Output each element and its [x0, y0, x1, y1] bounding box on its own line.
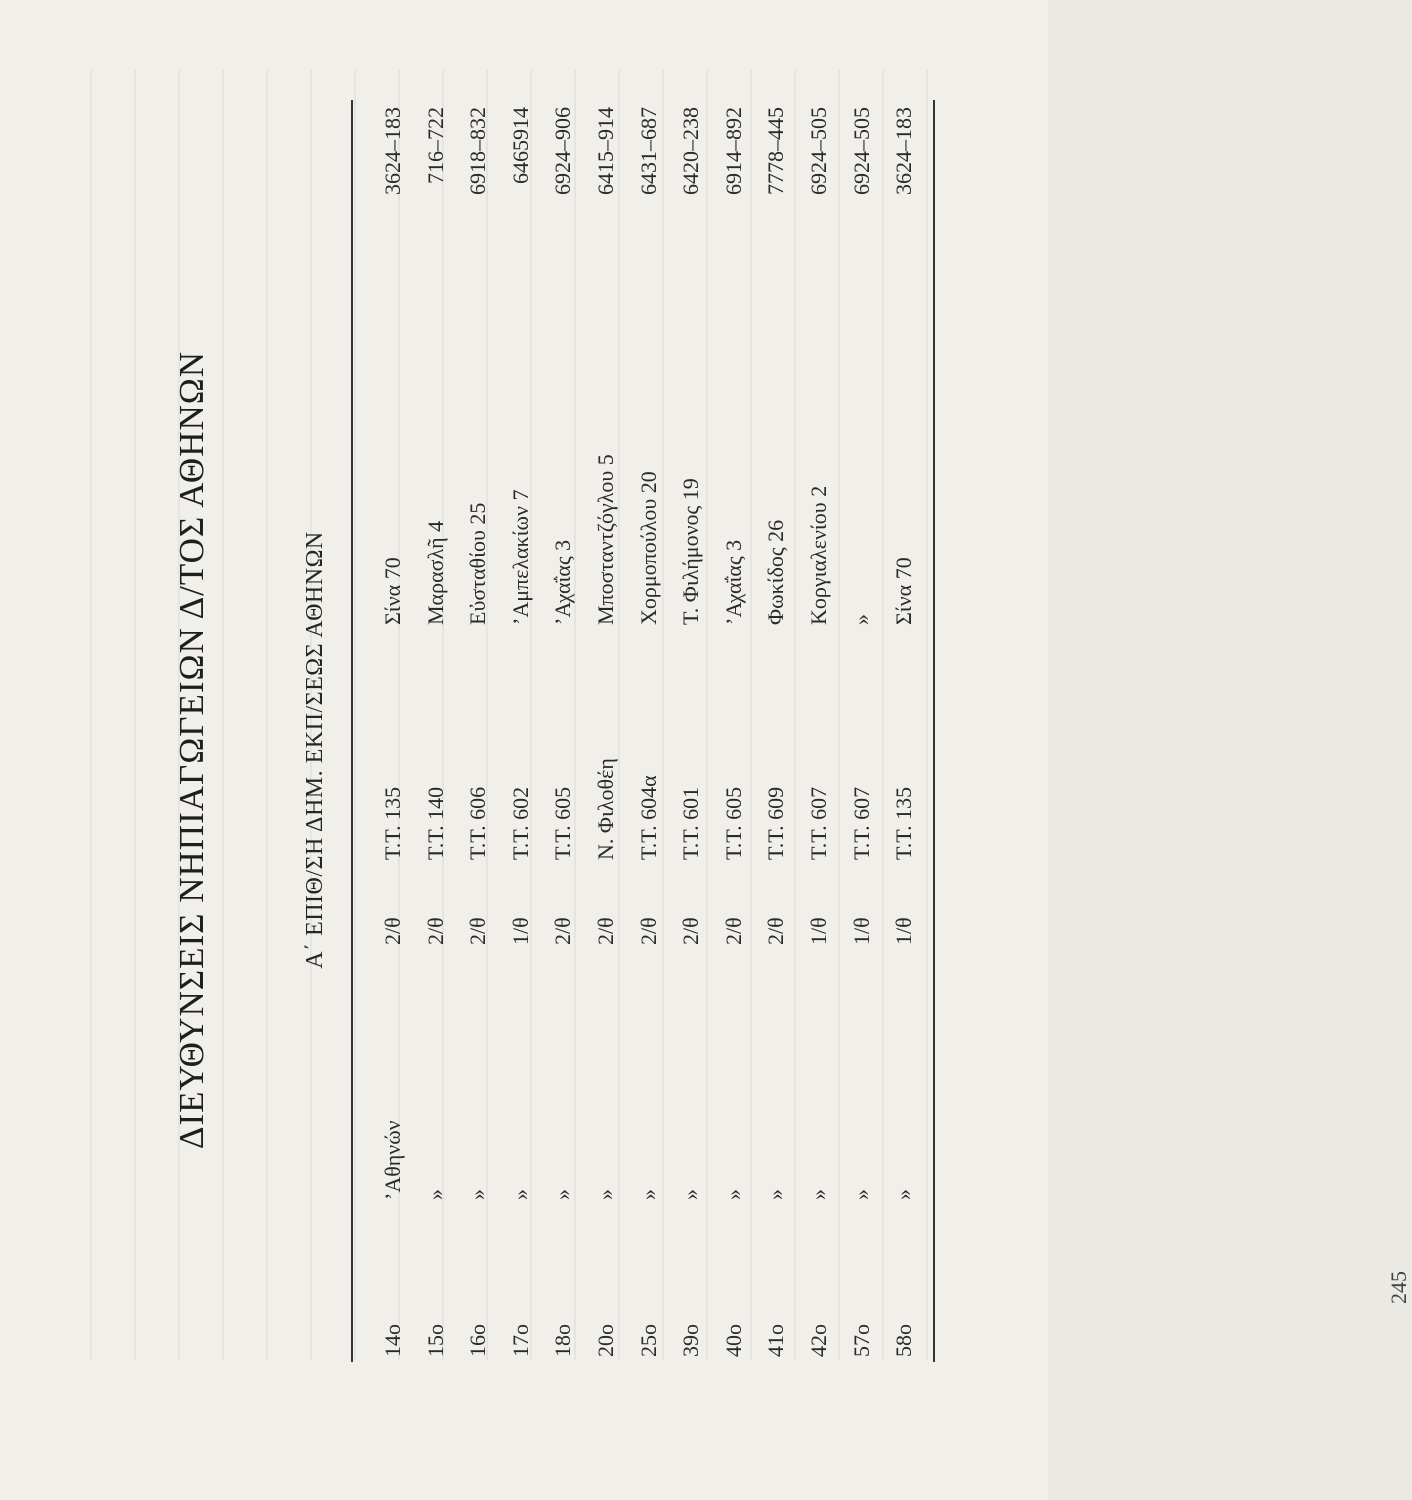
phone-number: 6924–906 [550, 107, 576, 195]
block-code: Τ.Τ. 135 [891, 786, 917, 860]
block-code: Τ.Τ. 605 [720, 786, 746, 860]
class-count: 1/θ [806, 917, 831, 945]
street-address: ’Αχαΐας 3 [720, 539, 746, 625]
table-row [593, 0, 633, 1500]
page-subtitle: Α΄ ΕΠΙΘ/ΣΗ ΔΗΜ. ΕΚΠ/ΣΕΩΣ ΑΘΗΝΩΝ [302, 531, 328, 969]
street-address: Εὐσταθίου 25 [465, 502, 491, 625]
street-address: Φωκίδος 26 [763, 519, 789, 625]
table-row [806, 0, 846, 1500]
class-count: 1/θ [848, 917, 874, 945]
area-name: » [763, 1189, 789, 1200]
phone-number: 7778–445 [763, 107, 789, 195]
class-count: 2/θ [763, 917, 789, 945]
street-address: Μποσταντζόγλου 5 [593, 454, 618, 625]
area-name: » [848, 1189, 874, 1200]
phone-number: 6420–238 [678, 107, 704, 195]
phone-number: 716–722 [422, 107, 448, 184]
class-count: 1/θ [507, 917, 533, 945]
class-count: 2/θ [720, 917, 746, 945]
block-code: Τ.Τ. 140 [422, 786, 448, 860]
table-row [550, 0, 590, 1500]
block-code: Τ.Τ. 604α [635, 775, 661, 860]
class-count: 2/θ [678, 917, 704, 945]
school-number: 42ο [806, 1324, 831, 1357]
class-count: 2/θ [635, 917, 661, 945]
table-row [678, 0, 718, 1500]
page-title: ΔΙΕΥΘΥΝΣΕΙΣ ΝΗΠΙΑΓΩΓΕΙΩΝ Δ/ΤΟΣ ΑΘΗΝΩΝ [172, 350, 211, 1150]
phone-number: 6431–687 [635, 107, 661, 195]
block-code: Τ.Τ. 606 [465, 786, 491, 860]
phone-number: 6924–505 [806, 107, 831, 195]
school-number: 20ο [593, 1324, 618, 1357]
school-number: 39ο [678, 1324, 704, 1357]
table-row [763, 0, 803, 1500]
school-number: 57ο [848, 1324, 874, 1357]
class-count: 2/θ [465, 917, 491, 945]
area-name: » [635, 1189, 661, 1200]
street-address: Σίνα 70 [891, 557, 917, 625]
page-number: 245 [1386, 1271, 1411, 1304]
block-code: Τ.Τ. 609 [763, 786, 789, 860]
street-address: » [848, 614, 874, 625]
phone-number: 3624–183 [891, 107, 917, 195]
street-address: Χορμοπούλου 20 [635, 471, 661, 625]
class-count: 2/θ [550, 917, 576, 945]
school-number: 15ο [422, 1324, 448, 1357]
area-name: » [678, 1189, 704, 1200]
block-code: Ν. Φιλοθέη [593, 758, 618, 860]
area-name: » [422, 1189, 448, 1200]
phone-number: 6924–505 [848, 107, 874, 195]
block-code: Τ.Τ. 135 [380, 786, 405, 860]
street-address: Κοργιαλενίου 2 [806, 485, 831, 625]
top-rule [351, 100, 353, 1362]
phone-number: 6415–914 [593, 107, 618, 195]
table-row [465, 0, 505, 1500]
table-row [380, 0, 420, 1500]
school-number: 58ο [891, 1324, 917, 1357]
table-row [721, 0, 761, 1500]
street-address: Μαρασλῆ 4 [422, 520, 448, 625]
class-count: 2/θ [593, 917, 618, 945]
class-count: 2/θ [380, 917, 405, 945]
table-row [891, 0, 931, 1500]
street-address: Σίνα 70 [380, 557, 405, 625]
street-address: Τ. Φιλήμονος 19 [678, 478, 704, 625]
area-name: » [891, 1189, 917, 1200]
block-code: Τ.Τ. 601 [678, 786, 704, 860]
phone-number: 6918–832 [465, 107, 491, 195]
area-name: » [720, 1189, 746, 1200]
class-count: 1/θ [891, 917, 917, 945]
table-row [423, 0, 463, 1500]
street-address: ’Αμπελακίων 7 [507, 489, 533, 625]
bottom-rule [933, 100, 935, 1362]
school-number: 25ο [635, 1324, 661, 1357]
phone-number: 3624–183 [380, 107, 405, 195]
school-number: 14ο [380, 1324, 405, 1357]
phone-number: 6914–892 [720, 107, 746, 195]
phone-number: 6465914 [507, 107, 533, 184]
area-name: » [550, 1189, 576, 1200]
block-code: Τ.Τ. 607 [848, 786, 874, 860]
block-code: Τ.Τ. 605 [550, 786, 576, 860]
area-name: » [507, 1189, 533, 1200]
area-name: ’Αθηνών [380, 1120, 405, 1200]
block-code: Τ.Τ. 607 [806, 786, 831, 860]
block-code: Τ.Τ. 602 [507, 786, 533, 860]
table-row [636, 0, 676, 1500]
class-count: 2/θ [422, 917, 448, 945]
school-number: 41ο [763, 1324, 789, 1357]
area-name: » [806, 1189, 831, 1200]
area-name: » [465, 1189, 491, 1200]
school-number: 17ο [507, 1324, 533, 1357]
table-row [849, 0, 889, 1500]
school-number: 18ο [550, 1324, 576, 1357]
school-number: 16ο [465, 1324, 491, 1357]
street-address: ’Αχαΐας 3 [550, 539, 576, 625]
table-row [508, 0, 548, 1500]
school-number: 40ο [720, 1324, 746, 1357]
area-name: » [593, 1189, 618, 1200]
